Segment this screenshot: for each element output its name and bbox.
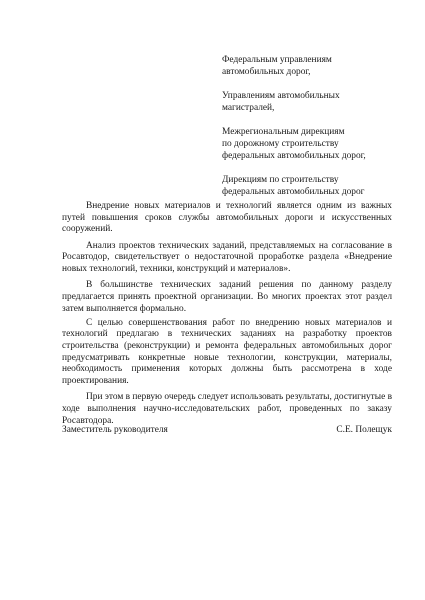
- addressee-line: Межрегиональным дирекциям: [222, 127, 345, 138]
- addressee-line: по дорожному строительству: [222, 138, 339, 149]
- body-paragraph: Анализ проектов технических заданий, представляемых на согласование в Росавтодор, свидетельствует о недостаточной проработке раздела «Внедрение новых технологий, техники, конструкций и материалов».: [62, 240, 392, 275]
- addressee-construction-directorates: [222, 175, 412, 198]
- addressee-line: федеральных автомобильных дорог: [222, 186, 365, 197]
- signatory-role: Заместитель руководителя: [62, 425, 168, 435]
- addressee-line: федеральных автомобильных дорог,: [222, 150, 366, 161]
- addressee-line: Управлениям автомобильных: [222, 91, 340, 102]
- body-paragraph: Внедрение новых материалов и технологий является одним из важных путей повышения сроков службы автомобильных дороги и искусственных сооружений.: [62, 201, 392, 235]
- addressee-line: магистралей,: [222, 102, 275, 113]
- signatory-name: С.Е. Полещук: [336, 425, 392, 435]
- letter-body: [62, 201, 392, 432]
- body-paragraph: При этом в первую очередь следует использовать результаты, достигнутые в ходе выполнения научно-исследовательских работ, проведенных по заказу Росавтодора.: [62, 392, 393, 426]
- body-paragraph: В большинстве технических заданий решения по данному разделу предлагается принять проектной организации. Во многих проектах этот раздел затем выполняется формально.: [62, 280, 392, 314]
- addressee-block: [222, 55, 412, 211]
- body-paragraph: С целью совершенствования работ по внедрению новых материалов и технологий предлагаю в технических заданиях на разработку проектов строительства (реконструкции) и ремонта федеральных автомобильных дорог предусматривать конкретные новые технологии, конструкции, материалы, необходимость применения которых должны быть рассмотрена в ходе проектирования.: [62, 317, 392, 387]
- addressee-line: Дирекциям по строительству: [222, 175, 339, 186]
- addressee-highway-administrations: [222, 91, 412, 114]
- addressee-federal-road-administrations: [222, 55, 412, 78]
- addressee-line: Федеральным управлениям: [222, 55, 332, 65]
- addressee-line: автомобильных дорог,: [222, 66, 311, 77]
- addressee-interregional-directorates: [222, 127, 412, 162]
